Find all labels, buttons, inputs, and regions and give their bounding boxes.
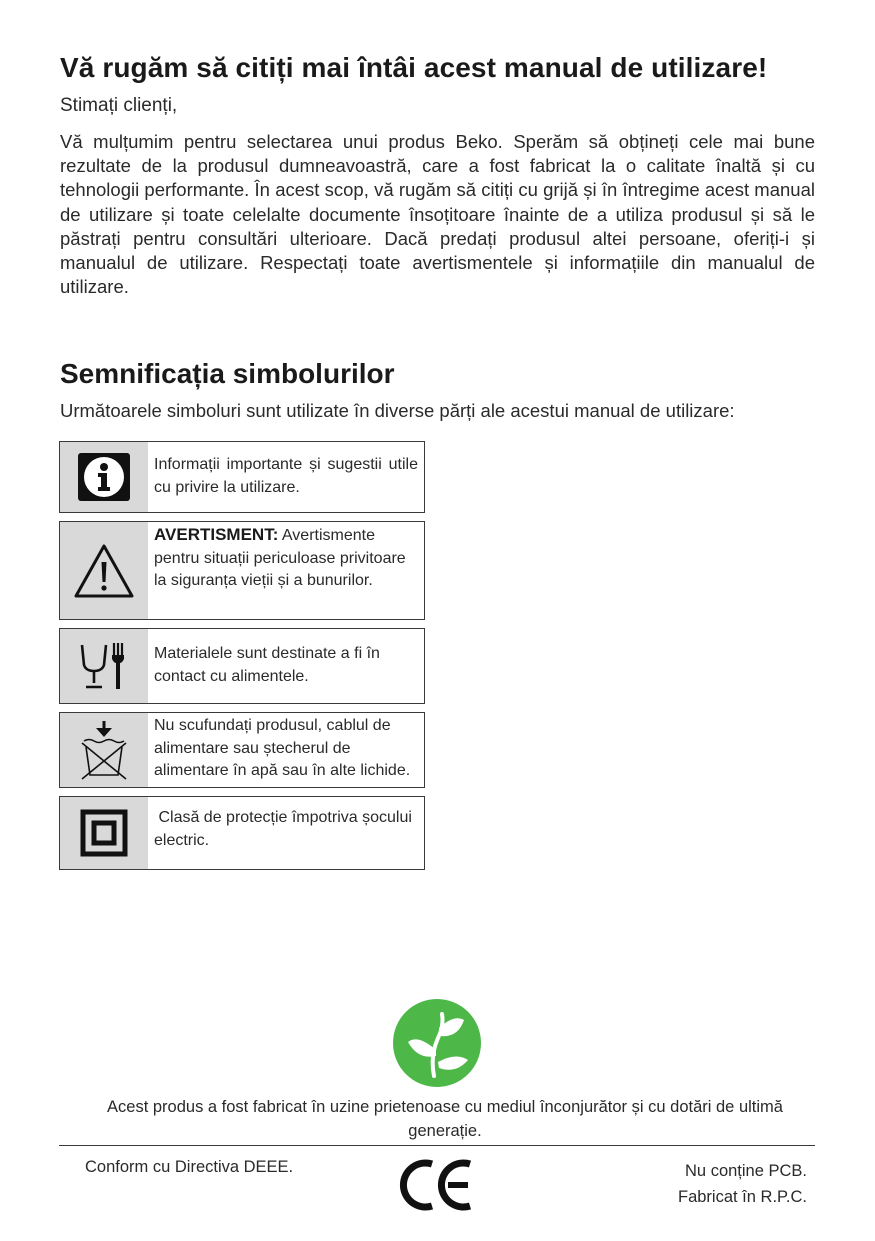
eco-leaf-icon <box>392 998 482 1093</box>
warning-label: AVERTISMENT: <box>154 525 279 544</box>
pcb-statement: Nu conține PCB. <box>685 1162 807 1180</box>
symbol-text-no-immersion: Nu scufundați produsul, cablul de alimentare sau ștecherul de alimentare în apă sau în alte lichide. <box>154 717 411 779</box>
symbols-intro: Următoarele simboluri sunt utilizate în diverse părți ale acestui manual de utilizare: <box>60 400 735 421</box>
footer-divider <box>59 1145 815 1146</box>
greeting: Stimați clienți, <box>60 95 178 116</box>
page-title: Vă rugăm să citiți mai întâi acest manual de utilizare! <box>60 52 768 83</box>
food-contact-icon <box>60 629 148 703</box>
symbol-text-info: Informații importante și sugestii utile cu privire la utilizare. <box>154 456 418 496</box>
ce-mark-icon <box>398 1158 476 1217</box>
symbol-text-double-insulation: Clasă de protecție împotriva șocului electric. <box>154 809 417 849</box>
symbol-row-warning <box>59 521 425 620</box>
made-in-statement: Fabricat în R.P.C. <box>678 1188 807 1206</box>
no-immersion-icon <box>60 713 148 787</box>
intro-paragraph: Vă mulțumim pentru selectarea unui produs Beko. Sperăm să obțineți cele mai bune rezultate de la produsul dumneavoastră, care a fost fabricat la o calitate înaltă și cu tehnologii performante. În acest scop, vă rugăm să citiți cu grijă și în întregime acest manual de utilizare și toate celelalte documente însoțitoare înainte de a utiliza produsul și să le păstrați pentru consultări ulterioare. Dacă predați produsul altei persoane, oferiți-i și manualul de utilizare. Respectați toate avertismentele și informațiile din manualul de utilizare. <box>60 131 815 298</box>
warning-icon <box>60 522 148 619</box>
symbol-text-food-contact: Materialele sunt destinate a fi în contact cu alimentele. <box>154 645 380 685</box>
symbols-heading: Semnificația simbolurilor <box>60 358 395 389</box>
info-icon <box>60 442 148 512</box>
symbol-row-food-contact <box>59 628 425 704</box>
symbol-row-double-insulation <box>59 796 425 870</box>
weee-compliance: Conform cu Directiva DEEE. <box>85 1158 294 1176</box>
eco-statement: Acest produs a fost fabricat în uzine prietenoase cu mediul înconjurător și cu dotări de ultimă generație. <box>107 1098 783 1140</box>
symbol-text-warning <box>148 522 424 619</box>
footer-right <box>678 1158 807 1210</box>
warning-description: Avertismente pentru situații periculoase privitoare la siguranța vieții și a bunurilor. <box>154 527 406 589</box>
symbol-row-info <box>59 441 425 513</box>
symbol-row-no-immersion <box>59 712 425 788</box>
double-insulation-icon <box>60 797 148 869</box>
